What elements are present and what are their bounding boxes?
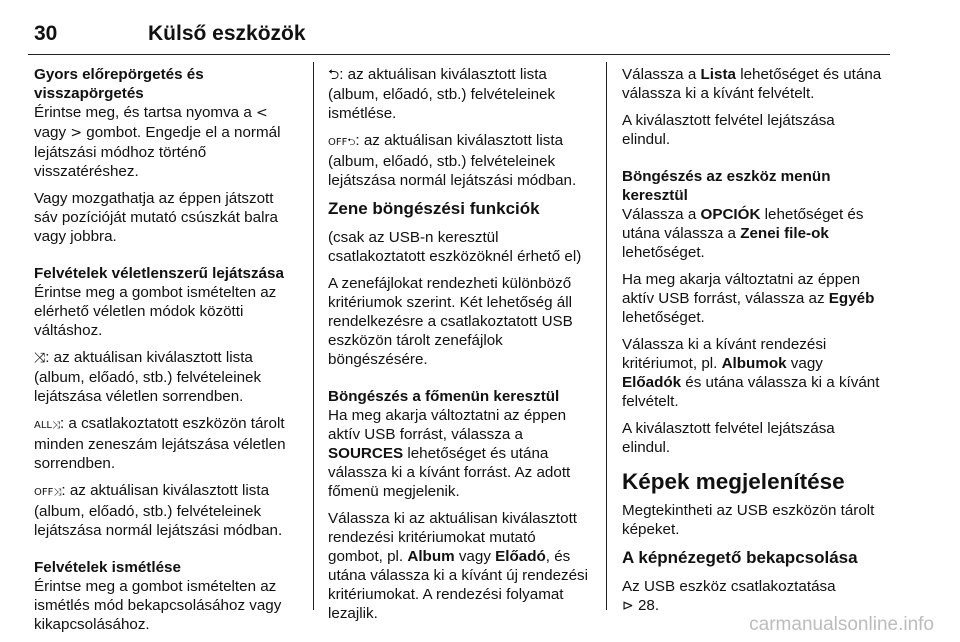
chevron-right-icon: > [70, 125, 83, 141]
device-menu-paragraph-1 [622, 205, 884, 262]
repeat-heading: Felvételek ismétlése [34, 559, 181, 576]
text: gombot. Engedje el a normál lejátszási módhoz történő visszatéréshez. [34, 124, 281, 180]
text: : az aktuálisan kiválasztott lista (album, előadó, stb.) felvételeinek lejátszása normál lejátszási módban. [328, 132, 577, 189]
page-title: Külső eszközök [148, 22, 306, 45]
page-reference[interactable]: 28. [633, 597, 660, 614]
list-paragraph-1 [622, 65, 884, 103]
text: Ha meg akarja változtatni az éppen aktív USB forrást, válassza a [328, 407, 567, 443]
images-section-title: Képek megjelenítése [622, 469, 845, 494]
text: : az aktuálisan kiválasztott lista (album, előadó, stb.) felvételeinek lejátszása véletlen sorrendben. [34, 349, 262, 405]
music-files-label: Zenei file-ok [740, 225, 829, 242]
text: lehetőséget és utána válassza ki a kívánt forrást. Az adott főmenü megjelenik. [328, 445, 571, 500]
albums-label: Albumok [721, 355, 787, 372]
chevron-left-icon: < [256, 105, 268, 121]
other-label: Egyéb [828, 290, 875, 307]
fast-forward-paragraph-2: Vagy mozgathatja az éppen játszott sáv pozícióját mutató csúszkát balra vagy jobbra. [34, 190, 278, 245]
viewer-paragraph-1 [622, 577, 884, 616]
artists-label: Előadók [622, 374, 682, 391]
fast-forward-paragraph-1 [34, 103, 300, 181]
column-1 [34, 65, 300, 642]
browse-paragraph-2: A zenefájlokat rendezheti különböző kritériumok szerint. Két lehetőség áll rendelkezésre a csatlakoztatott USB eszközön tárolt zenefájlok böngészésére. [328, 275, 573, 368]
device-menu-paragraph-4: A kiválasztott felvétel lejátszása elindul. [622, 420, 835, 456]
text: Ha meg akarja változtatni az éppen aktív USB forrást, válassza az [622, 271, 861, 307]
artist-label: Előadó [495, 548, 546, 565]
shuffle-paragraph-2 [34, 348, 300, 406]
watermark: carmanualsonline.info [749, 614, 934, 635]
viewer-section-title: A képnézegető bekapcsolása [622, 548, 858, 567]
shuffle-icon: ⤨ [34, 350, 46, 366]
list-paragraph-2: A kiválasztott felvétel lejátszása elindul. [622, 112, 835, 148]
text: vagy [786, 355, 823, 372]
device-menu-paragraph-3 [622, 335, 884, 411]
text: lehetőséget és utána válassza ki a kívánt felvételt. [622, 66, 882, 102]
shuffle-paragraph-3 [34, 414, 300, 473]
text: Válassza a [622, 66, 701, 83]
column-2 [328, 65, 590, 631]
text: , és utána válassza ki a kívánt új rendezési kritériumokat. A rendezési folyamat lezajlik. [328, 548, 589, 622]
repeat-off-icon: OFF⮌ [328, 137, 356, 148]
text: Válassza a [622, 206, 701, 223]
text: : az aktuálisan kiválasztott lista (album, előadó, stb.) felvételeinek lejátszása normál lejátszási módban. [34, 482, 283, 539]
fast-forward-heading: Gyors előrepörgetés és visszapörgetés [34, 66, 204, 102]
text: : az aktuálisan kiválasztott lista (album, előadó, stb.) felvételeinek ismétlése. [328, 66, 556, 122]
shuffle-paragraph-1: Érintse meg a gombot ismételten az elérhető véletlen módok közötti váltáshoz. [34, 284, 277, 339]
repeat-icon: ⮌ [328, 67, 340, 83]
text: és utána válassza ki a kívánt felvételt. [622, 374, 880, 410]
page-reference-icon: ⊳ [622, 598, 634, 614]
shuffle-all-icon: ALL⤨ [34, 420, 60, 431]
text: Válassza ki az aktuálisan kiválasztott rendezési kritériumokat mutató gombot, pl. [328, 510, 578, 565]
images-paragraph-1: Megtekintheti az USB eszközön tárolt képeket. [622, 502, 875, 538]
column-divider [606, 62, 607, 610]
text: lehetőséget. [622, 244, 705, 261]
text: lehetőséget és utána válassza a [622, 206, 864, 242]
album-label: Album [407, 548, 455, 565]
main-menu-heading: Böngészés a főmenün keresztül [328, 388, 560, 405]
browse-section-title: Zene böngészési funkciók [328, 199, 540, 218]
shuffle-off-icon: OFF⤨ [34, 487, 62, 498]
column-3 [622, 65, 884, 624]
repeat-paragraph-3 [328, 131, 590, 190]
list-label: Lista [700, 66, 736, 83]
text: vagy [34, 124, 71, 141]
shuffle-heading: Felvételek véletlenszerű lejátszása [34, 265, 284, 282]
page-number: 30 [34, 22, 58, 45]
page-header [28, 18, 890, 55]
column-divider [313, 62, 314, 610]
main-menu-paragraph-1 [328, 406, 590, 501]
text: vagy [454, 548, 496, 565]
shuffle-paragraph-4 [34, 481, 300, 540]
text: Érintse meg, és tartsa nyomva a [34, 104, 256, 121]
sources-label: SOURCES [328, 445, 404, 462]
device-menu-heading: Böngészés az eszköz menün keresztül [622, 168, 831, 204]
browse-paragraph-1: (csak az USB-n keresztül csatlakoztatott eszközöknél érhető el) [328, 229, 582, 265]
text: : a csatlakoztatott eszközön tárolt minden zeneszám lejátszása véletlen sorrendben. [34, 415, 286, 472]
repeat-paragraph-1: Érintse meg a gombot ismételten az ismétlés mód bekapcsolásához vagy kikapcsolásához. [34, 578, 282, 633]
text: Az USB eszköz csatlakoztatása [622, 578, 836, 595]
options-label: OPCIÓK [700, 206, 761, 223]
repeat-paragraph-2 [328, 65, 590, 123]
main-menu-paragraph-2 [328, 509, 590, 623]
device-menu-paragraph-2 [622, 270, 884, 327]
text: Válassza ki a kívánt rendezési kritériumot, pl. [622, 336, 827, 372]
text: lehetőséget. [622, 309, 705, 326]
